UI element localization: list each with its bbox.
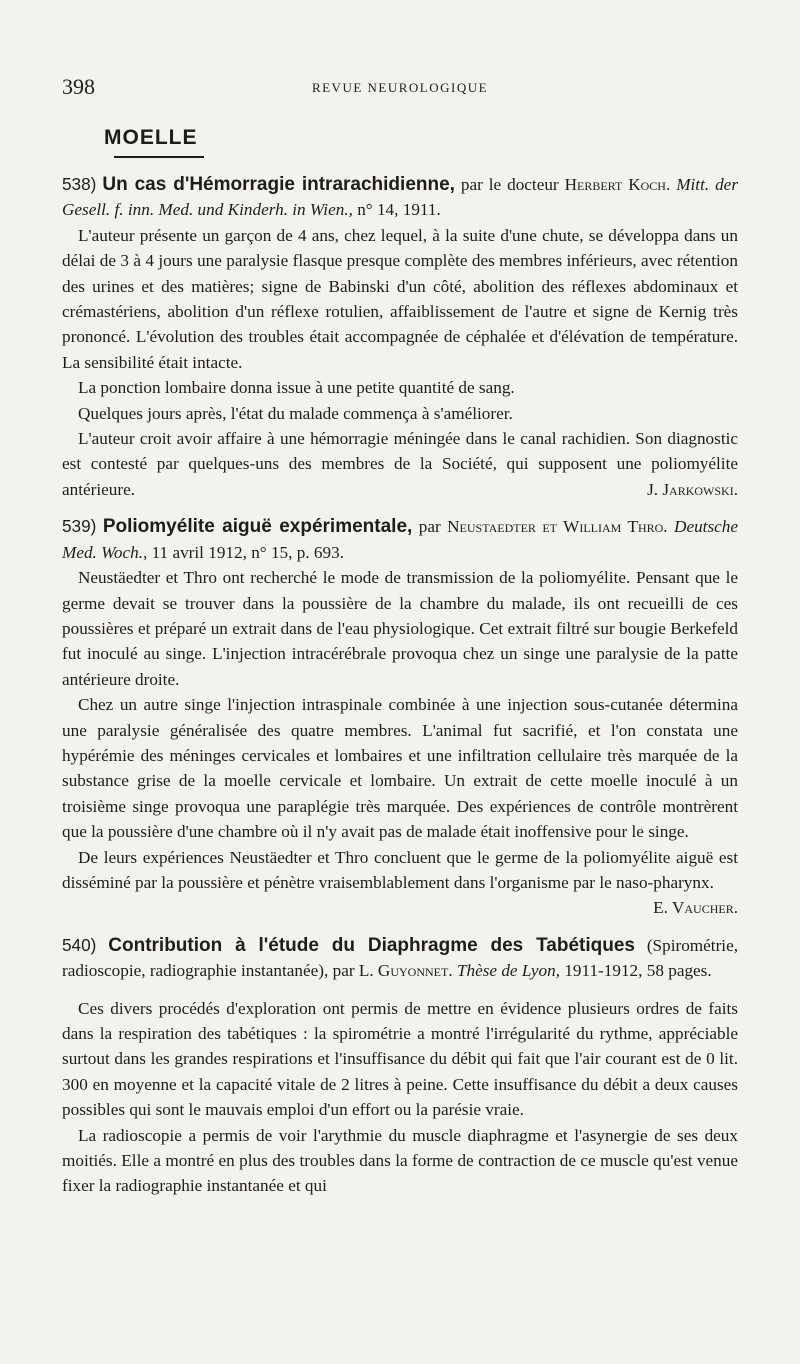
abstract-heading bbox=[62, 514, 738, 565]
paragraph: Quelques jours après, l'état du malade commença à s'améliorer. bbox=[78, 403, 513, 423]
abstract-number: 538) bbox=[62, 174, 97, 194]
paragraph: Neustäedter et Thro ont recherché le mode de transmission de la poliomyélite. Pensant que le germe devait se trouver dans la poussière de la chambre du malade, ils ont recueilli de ces poussières et préparé un extrait dans de l'eau physiologique. Cet extrait filtré sur bougie Berkefeld fut inoculé au singe. L'injection intracérébrale provoqua chez un singe une paralysie de la patte antérieure droite. bbox=[62, 568, 738, 689]
citation-text: par le docteur bbox=[454, 175, 565, 194]
abstract-538 bbox=[62, 172, 738, 502]
abstract-number: 540) bbox=[62, 934, 97, 955]
citation-text: par bbox=[412, 517, 448, 537]
abstract-heading bbox=[62, 933, 738, 984]
author-name: L. Guyonnet. bbox=[358, 961, 453, 981]
author-name: Herbert Koch. bbox=[564, 175, 671, 194]
author-name: Neustaedter et William Thro. bbox=[447, 517, 668, 537]
paragraph-with-signature bbox=[62, 426, 738, 502]
content bbox=[62, 172, 738, 1211]
page-header bbox=[62, 74, 738, 102]
paragraph: La radioscopie a permis de voir l'arythmie du muscle diaphragme et l'asynergie de ses deux moitiés. Elle a montré en plus des troubles dans la forme de contraction de ce muscle qu'est venue fixer la radiographie instantanée et qui bbox=[62, 1125, 738, 1196]
abstract-heading bbox=[62, 172, 738, 223]
spacer bbox=[62, 984, 738, 996]
paragraph-text: L'auteur croit avoir affaire à une hémorragie méningée dans le canal rachidien. Son diagnostic est contesté par quelques-uns des membres de la Société, qui supposent une poliomyélite antérieure. bbox=[62, 429, 738, 499]
abstract-title: Un cas d'Hémorragie intrarachidienne, bbox=[102, 174, 455, 195]
section-title: MOELLE bbox=[104, 126, 198, 149]
citation-details: n° 14, 1911. bbox=[352, 200, 441, 220]
abstract-title: Contribution à l'étude du Diaphragme des Tabétiques bbox=[108, 934, 635, 956]
signature: E. Vaucher. bbox=[653, 898, 738, 918]
signature: J. Jarkowski. bbox=[647, 479, 738, 499]
abstract-title: Poliomyélite aiguë expérimentale, bbox=[102, 516, 413, 538]
citation-text: (Spirométrie, radioscopie, radiographie instantanée), par bbox=[62, 935, 738, 981]
paragraph: Ces divers procédés d'exploration ont permis de mettre en évidence plusieurs ordres de faits dans la respiration des tabétiques : la spirométrie a montré l'irrégularité du rythme, appréciable surtout dans les grandes respirations et l'insuffisance du débit qui fait que l'air courant est de 0 lit. 300 en moyenne et la capacité vitale de 2 litres à peine. Cette insuffisance du débit a deux causes possibles qui sont le mauvais emploi d'un effort ou la parésie vraie. bbox=[62, 998, 738, 1120]
citation-details: 11 avril 1912, n° 15, p. 693. bbox=[147, 542, 345, 562]
page-number: 398 bbox=[62, 74, 95, 99]
citation-details: 1911-1912, 58 pages. bbox=[560, 961, 712, 981]
journal-name: Thèse de Lyon, bbox=[452, 961, 561, 981]
section-rule bbox=[114, 156, 204, 158]
abstract-number: 539) bbox=[62, 516, 97, 537]
paragraph: L'auteur présente un garçon de 4 ans, chez lequel, à la suite d'une chute, se développa dans un délai de 3 à 4 jours une paralysie flasque presque complète des membres inférieurs, avec rétention des urines et des matières; signe de Babinski d'un côté, abolition des réflexes abdominaux et crémastériens, abolition d'un réflexe rotulien, affaiblissement de l'autre et signe de Kernig très prononcé. L'évolution des troubles était accompagnée de céphalée et d'élévation de température. La sensibilité était intacte. bbox=[62, 225, 738, 372]
paragraph: La ponction lombaire donna issue à une petite quantité de sang. bbox=[78, 378, 515, 398]
abstract-540 bbox=[62, 933, 738, 1199]
running-title: REVUE NEUROLOGIQUE bbox=[311, 80, 489, 95]
paragraph: Chez un autre singe l'injection intraspinale combinée à une injection sous-cutanée détermina une paralysie généralisée des quatre membres. L'animal fut sacrifié, et l'on constata une hypérémie des méninges cervicales et lombaires et une infiltration cellulaire très marquée de la substance grise de la moelle cervicale et lombaire. Un extrait de cette moelle inoculé à un troisième singe provoqua une paraplégie très marquée. Des expériences de contrôle montrèrent que la poussière d'une chambre où il n'y avait pas de malade était inoffensive pour le singe. bbox=[62, 695, 738, 842]
journal-name: Mitt. der Gesell. f. inn. Med. und Kinderh. in Wien., bbox=[62, 175, 739, 220]
abstract-539 bbox=[62, 514, 738, 921]
journal-name: Deutsche Med. Woch., bbox=[62, 517, 738, 562]
paragraph-with-signature bbox=[62, 845, 738, 921]
paragraph-text: De leurs expériences Neustäedter et Thro concluent que le germe de la poliomyélite aiguë est disséminé par la poussière et pénètre vraisemblablement dans l'organisme par le naso-pharynx. bbox=[62, 847, 738, 892]
